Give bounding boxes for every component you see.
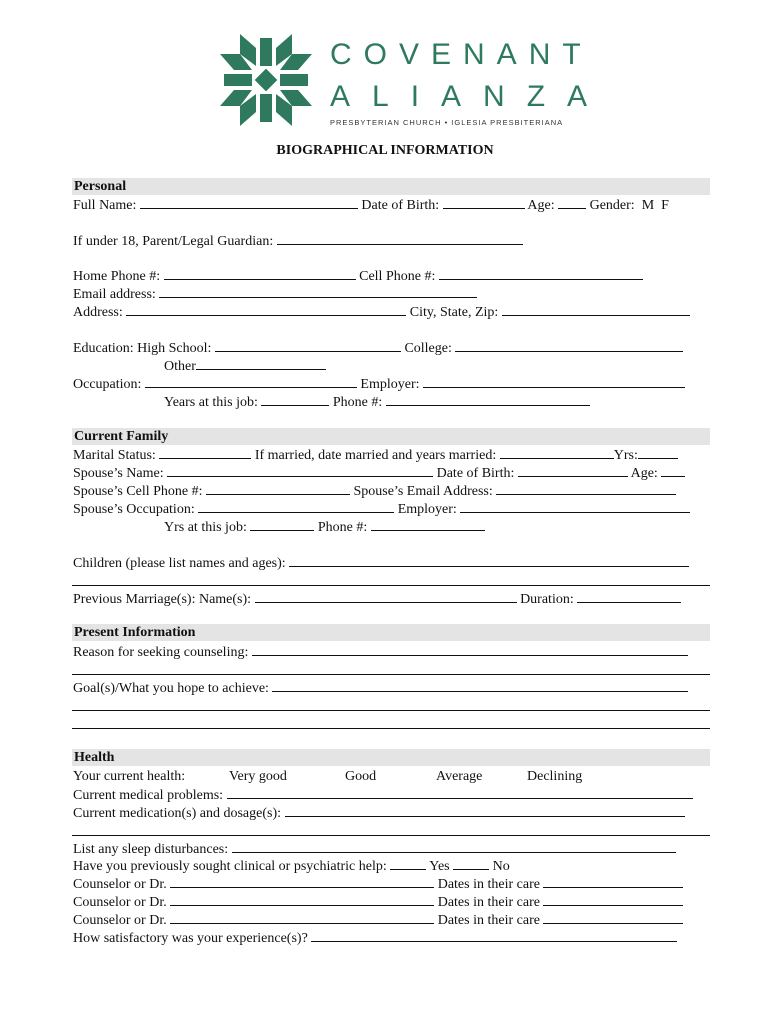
goals-row: Goal(s)/What you hope to achieve: xyxy=(73,679,688,697)
other-field[interactable] xyxy=(196,357,326,370)
section-heading: Current Family xyxy=(74,429,169,444)
spouse-phone-field[interactable] xyxy=(371,518,485,531)
spouse-occ-row: Spouse’s Occupation: Employer: xyxy=(73,500,690,518)
children-field[interactable] xyxy=(289,554,689,567)
cell-phone-field[interactable] xyxy=(439,267,643,280)
spouse-cell-row: Spouse’s Cell Phone #: Spouse’s Email Address: xyxy=(73,482,676,500)
spouse-dob-field[interactable] xyxy=(518,464,628,477)
children-extra-line[interactable] xyxy=(72,585,710,586)
guardian-field[interactable] xyxy=(277,232,523,245)
dates-field-2[interactable] xyxy=(543,893,683,906)
brand-line-3: PRESBYTERIAN CHURCH • IGLESIA PRESBITERIANA xyxy=(330,118,564,127)
reason-row: Reason for seeking counseling: xyxy=(73,643,688,661)
sought-row: Have you previously sought clinical or psychiatric help: Yes No xyxy=(73,859,510,874)
years-job-field[interactable] xyxy=(261,393,329,406)
sleep-row: List any sleep disturbances: xyxy=(73,840,676,858)
address-field[interactable] xyxy=(126,303,406,316)
reason-extra-line[interactable] xyxy=(72,674,710,675)
current-health-label: Your current health: xyxy=(73,769,186,784)
spouse-email-field[interactable] xyxy=(496,482,676,495)
home-phone-field[interactable] xyxy=(164,267,356,280)
employer-field[interactable] xyxy=(423,375,685,388)
page-title: BIOGRAPHICAL INFORMATION xyxy=(276,143,494,158)
goals-extra-line-1[interactable] xyxy=(72,710,710,711)
spouse-yrs-row: Yrs at this job: Phone #: xyxy=(164,518,485,536)
age-field[interactable] xyxy=(558,196,586,209)
education-row: Education: High School: College: xyxy=(73,339,683,357)
dob-field[interactable] xyxy=(443,196,525,209)
brand-block xyxy=(330,40,609,127)
brand-line-2: ALIANZA xyxy=(330,80,610,113)
sleep-field[interactable] xyxy=(232,840,676,853)
children-row: Children (please list names and ages): xyxy=(73,554,689,572)
counselor-field-2[interactable] xyxy=(170,893,434,906)
medical-problems-field[interactable] xyxy=(227,786,693,799)
section-heading: Personal xyxy=(74,179,127,194)
spouse-employer-field[interactable] xyxy=(460,500,690,513)
sought-yes-field[interactable] xyxy=(390,857,426,870)
spouse-cell-field[interactable] xyxy=(206,482,350,495)
guardian-row: If under 18, Parent/Legal Guardian: xyxy=(73,232,523,250)
counselor-field-1[interactable] xyxy=(170,875,434,888)
counselor-row-2: Counselor or Dr. Dates in their care xyxy=(73,893,683,911)
email-row: Email address: xyxy=(73,285,477,303)
medications-extra-line[interactable] xyxy=(72,835,710,836)
reason-field[interactable] xyxy=(252,643,688,656)
spouse-occupation-field[interactable] xyxy=(198,500,394,513)
previous-marriage-field[interactable] xyxy=(255,590,517,603)
duration-field[interactable] xyxy=(577,590,681,603)
satisfactory-field[interactable] xyxy=(311,929,677,942)
dates-field-3[interactable] xyxy=(543,911,683,924)
sought-no-field[interactable] xyxy=(453,857,489,870)
health-option-good[interactable]: Good xyxy=(345,769,377,784)
spouse-age-field[interactable] xyxy=(661,464,685,477)
church-logo-icon xyxy=(218,32,314,128)
brand-line-1: COVENANT xyxy=(330,38,593,71)
medications-field[interactable] xyxy=(285,804,685,817)
section-family xyxy=(72,428,710,445)
address-row: Address: City, State, Zip: xyxy=(73,303,690,321)
college-field[interactable] xyxy=(455,339,683,352)
city-field[interactable] xyxy=(502,303,690,316)
email-field[interactable] xyxy=(159,285,477,298)
gender-field[interactable]: Gender: M F xyxy=(589,198,669,213)
section-personal xyxy=(72,178,710,195)
full-name-field[interactable] xyxy=(140,196,358,209)
problems-row: Current medical problems: xyxy=(73,786,693,804)
section-health xyxy=(72,749,710,766)
health-option-very-good[interactable]: Very good xyxy=(229,769,287,784)
section-heading: Health xyxy=(74,750,115,765)
counselor-row-3: Counselor or Dr. Dates in their care xyxy=(73,911,683,929)
occupation-row: Occupation: Employer: xyxy=(73,375,685,393)
previous-row: Previous Marriage(s): Name(s): Duration: xyxy=(73,590,681,608)
goals-extra-line-2[interactable] xyxy=(72,728,710,729)
spouse-yrs-job-field[interactable] xyxy=(250,518,314,531)
goals-field[interactable] xyxy=(272,679,688,692)
marital-row: Marital Status: If married, date married and years married: Yrs: xyxy=(73,446,678,464)
section-present xyxy=(72,624,710,641)
medications-row: Current medication(s) and dosage(s): xyxy=(73,804,685,822)
spouse-name-field[interactable] xyxy=(167,464,433,477)
years-job-row: Years at this job: Phone #: xyxy=(164,393,590,411)
counselor-field-3[interactable] xyxy=(170,911,434,924)
years-married-field[interactable] xyxy=(638,446,678,459)
satisfactory-row: How satisfactory was your experience(s)? xyxy=(73,929,677,947)
occupation-field[interactable] xyxy=(145,375,357,388)
work-phone-field[interactable] xyxy=(386,393,590,406)
high-school-field[interactable] xyxy=(215,339,401,352)
section-heading: Present Information xyxy=(74,625,196,640)
spouse-name-row: Spouse’s Name: Date of Birth: Age: xyxy=(73,464,685,482)
marital-field[interactable] xyxy=(159,446,251,459)
date-married-field[interactable] xyxy=(500,446,614,459)
full-name-row: Full Name: Date of Birth: Age: Gender: M F xyxy=(73,198,669,213)
counselor-row-1: Counselor or Dr. Dates in their care xyxy=(73,875,683,893)
other-row: Other xyxy=(164,357,326,375)
dates-field-1[interactable] xyxy=(543,875,683,888)
phone-row: Home Phone #: Cell Phone #: xyxy=(73,267,643,285)
health-option-declining[interactable]: Declining xyxy=(527,769,583,784)
health-option-average[interactable]: Average xyxy=(436,769,483,784)
